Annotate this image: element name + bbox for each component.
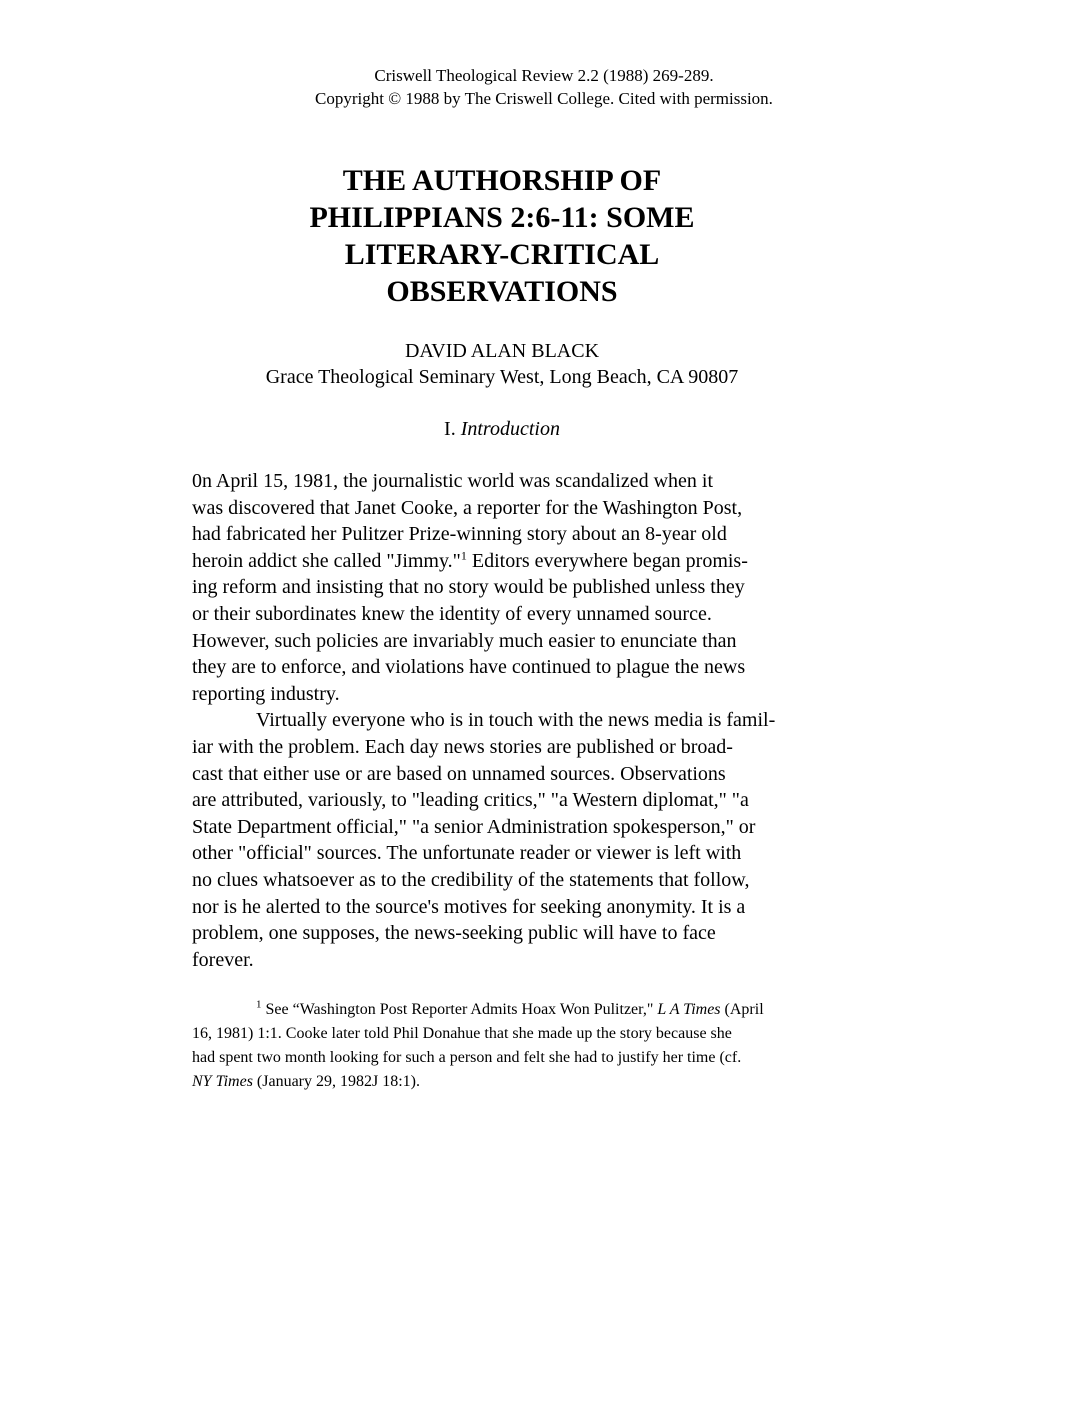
- section-heading: [0, 416, 1004, 442]
- text-line: [192, 548, 892, 575]
- text-line: Virtually everyone who is in touch with the news media is famil-: [256, 709, 776, 732]
- footnote-line: 16, 1981) 1:1. Cooke later told Phil Donahue that she made up the story because she: [192, 1025, 732, 1042]
- text-line: ing reform and insisting that no story would be published unless they: [192, 576, 745, 599]
- section-title: Introduction: [460, 418, 560, 440]
- title-line-2: PHILIPPIANS 2:6-11: SOME: [309, 201, 695, 234]
- text-line: However, such policies are invariably much easier to enunciate than: [192, 629, 737, 652]
- text-line: 0n April 15, 1981, the journalistic world was scandalized when it: [192, 470, 714, 492]
- author-affiliation: Grace Theological Seminary West, Long Beach, CA 90807: [265, 366, 739, 388]
- text-line: they are to enforce, and violations have continued to plague the news: [192, 656, 746, 679]
- text-line: forever.: [192, 948, 254, 971]
- text-segment: (January 29, 1982J 18:1).: [252, 1073, 421, 1090]
- journal-header: [0, 64, 1088, 110]
- text-segment: Editors everywhere began promis-: [466, 549, 748, 572]
- author-block: [0, 338, 1004, 390]
- text-line: cast that either use or are based on unnamed sources. Observations: [192, 762, 726, 785]
- footnote-line: had spent two month looking for such a person and felt she had to justify her time (cf.: [192, 1049, 742, 1066]
- article-title: [0, 162, 1004, 310]
- footnote-1: [192, 998, 892, 1094]
- footnote-reference[interactable]: 1: [460, 548, 467, 563]
- title-line-4: OBSERVATIONS: [386, 275, 618, 308]
- title-line-3: LITERARY-CRITICAL: [344, 238, 660, 271]
- publication-title: NY Times: [192, 1073, 253, 1090]
- text-line: had fabricated her Pulitzer Prize-winning story about an 8-year old: [192, 523, 727, 546]
- text-line: nor is he alerted to the source's motives for seeking anonymity. It is a: [192, 895, 746, 918]
- footnote-marker: 1: [256, 998, 262, 1011]
- text-line: or their subordinates knew the identity of every unnamed source.: [192, 602, 712, 625]
- title-line-1: THE AUTHORSHIP OF: [342, 164, 662, 197]
- text-line: iar with the problem. Each day news stories are published or broad-: [192, 735, 733, 758]
- text-segment: See “Washington Post Reporter Admits Hoax Won Pulitzer,": [261, 1001, 658, 1018]
- text-line: are attributed, variously, to "leading critics," "a Western diplomat," "a: [192, 789, 749, 812]
- footnote-line: [192, 1070, 892, 1094]
- journal-citation: Criswell Theological Review 2.2 (1988) 269-289.: [374, 66, 714, 85]
- text-segment: (April: [720, 1001, 764, 1018]
- text-line: State Department official," "a senior Administration spokesperson," or: [192, 815, 756, 838]
- paragraph-2: [192, 707, 892, 973]
- text-line: other "official" sources. The unfortunate reader or viewer is left with: [192, 842, 742, 865]
- paragraph-1: [192, 468, 892, 707]
- text-segment: heroin addict she called "Jimmy.": [192, 549, 461, 572]
- copyright-notice: Copyright © 1988 by The Criswell College. Cited with permission.: [315, 89, 773, 108]
- section-number: I.: [444, 418, 456, 440]
- text-line: problem, one supposes, the news-seeking public will have to face: [192, 922, 716, 945]
- footnote-line: [192, 998, 892, 1022]
- publication-title: L A Times: [657, 1001, 721, 1018]
- text-line: no clues whatsoever as to the credibility of the statements that follow,: [192, 868, 750, 891]
- text-line: was discovered that Janet Cooke, a reporter for the Washington Post,: [192, 496, 743, 519]
- author-name: DAVID ALAN BLACK: [404, 340, 600, 362]
- body-text: [192, 468, 892, 973]
- text-line: reporting industry.: [192, 682, 340, 705]
